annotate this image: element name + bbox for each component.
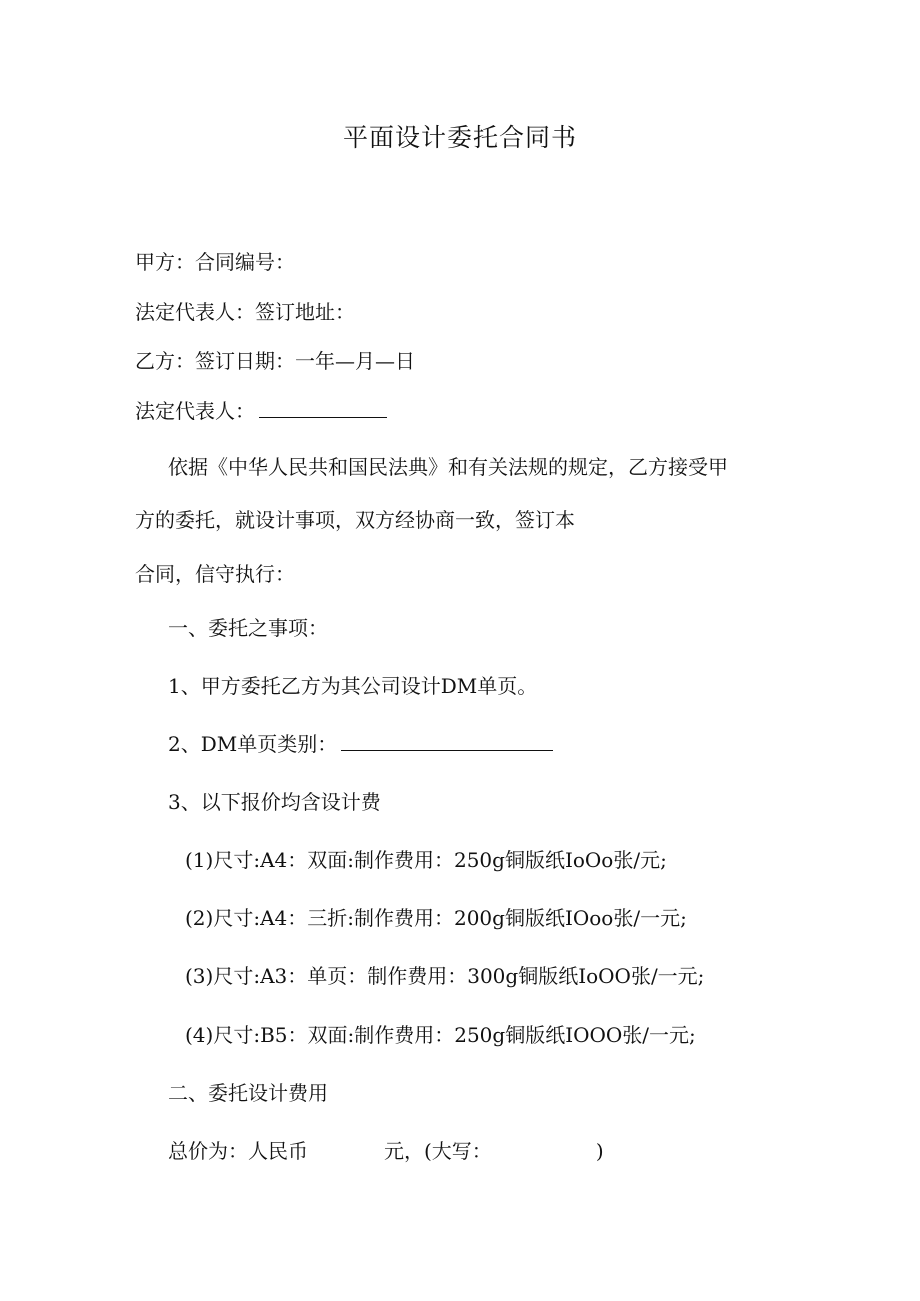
party-b-line: 乙方：签订日期：一年—月—日 bbox=[135, 349, 415, 373]
total-price-line bbox=[168, 1136, 604, 1166]
section-1-heading: 一、委托之事项： bbox=[168, 616, 328, 640]
preamble-line-3: 合同，信守执行： bbox=[135, 562, 295, 586]
preamble-line-2: 方的委托，就设计事项，双方经协商一致，签订本 bbox=[135, 508, 575, 532]
price-line: (1)尺寸:A4：双面:制作费用：250g铜版纸IoOo张/元; bbox=[185, 848, 667, 872]
section-1-item-1: 1、甲方委托乙方为其公司设计DM单页。 bbox=[168, 674, 538, 698]
dm-type-blank bbox=[341, 730, 553, 751]
section-1-item-2 bbox=[168, 729, 553, 759]
price-line: (2)尺寸:A4：三折:制作费用：200g铜版纸IOoo张/一元; bbox=[185, 906, 687, 930]
legal-rep-label: 法定代表人： bbox=[135, 399, 255, 423]
dm-type-label: 2、DM单页类别： bbox=[168, 732, 338, 756]
legal-rep-line-1: 法定代表人：签订地址： bbox=[135, 300, 355, 324]
price-line: (4)尺寸:B5：双面:制作费用：250g铜版纸IOOO张/一元; bbox=[185, 1023, 696, 1047]
legal-rep-line-2 bbox=[135, 396, 387, 426]
price-line: (3)尺寸:A3：单页：制作费用：300g铜版纸IoOO张/一元; bbox=[185, 964, 705, 988]
preamble-line-1: 依据《中华人民共和国民法典》和有关法规的规定，乙方接受甲 bbox=[168, 455, 728, 479]
party-a-line: 甲方：合同编号： bbox=[135, 250, 295, 274]
total-suffix: ) bbox=[595, 1139, 604, 1163]
document-title: 平面设计委托合同书 bbox=[342, 123, 577, 152]
total-prefix: 总价为：人民币 bbox=[168, 1139, 308, 1163]
total-middle: 元，(大写： bbox=[384, 1139, 492, 1163]
legal-rep-blank bbox=[259, 397, 387, 418]
section-1-item-3: 3、以下报价均含设计费 bbox=[168, 790, 381, 814]
section-2-heading: 二、委托设计费用 bbox=[168, 1081, 328, 1105]
